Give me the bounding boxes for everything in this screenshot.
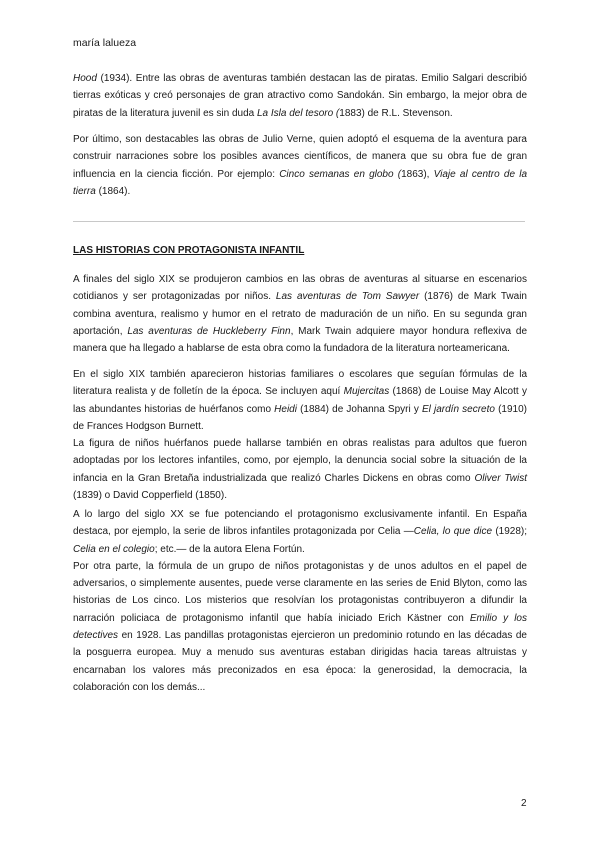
body-text: (1864). bbox=[95, 185, 131, 197]
paragraph-pirates bbox=[73, 70, 527, 122]
body-text: (1868) de Louise May Alcott y las abundantes historias de huérfanos como bbox=[73, 386, 527, 415]
italic-text: Hood bbox=[73, 73, 97, 84]
italic-text: Oliver Twist bbox=[474, 472, 527, 484]
italic-text: Emilio y los detectives bbox=[73, 612, 527, 642]
body-text: A finales del siglo XIX se produjeron cambios en las obras de aventuras al situarse en escenarios cotidianos y ser protagonizadas por niños. bbox=[73, 274, 527, 303]
italic-text: Las aventuras de Huckleberry Finn bbox=[127, 325, 291, 337]
horizontal-divider bbox=[73, 221, 525, 222]
italic-text: La Isla del tesoro ( bbox=[257, 107, 340, 119]
paragraph-tom-sawyer bbox=[73, 271, 527, 357]
italic-text: Viaje al centro de la tierra bbox=[73, 168, 528, 197]
body-text: , Mark Twain adquiere mayor hondura reflexiva de manera que ha llegado a hablarse de esta obra como la fundadora de la literatura norteamericana. bbox=[73, 325, 528, 355]
paragraph-julio-verne bbox=[73, 131, 527, 200]
body-text: A lo largo del siglo XX se fue potenciando el protagonismo exclusivamente infantil. En España destaca, por ejemplo, la serie de libros infantiles protagonizada por Celia — bbox=[73, 509, 527, 538]
body-text: en 1928. Las pandillas protagonistas ejercieron un predominio rotundo en las décadas de la posguerra europea. Muy a menudo sus aventuras estaban dirigidas hacia tareas altruistas y encarnaban los valores más preconizados en esa época: la generosidad, la democracia, la colaboración con los demás... bbox=[73, 630, 527, 693]
body-text: (1884) de Johanna Spyri y bbox=[296, 403, 422, 415]
body-text: La figura de niños huérfanos puede hallarse también en obras realistas para adultos que fueron adoptadas por los lectores infantiles, como, por ejemplo, la denuncia social sobre la situación de la infancia en la Gran Bretaña industrializada que realizó Charles Dickens en obras como bbox=[73, 438, 527, 484]
paragraph-twentieth-century bbox=[73, 506, 527, 696]
body-text: En el siglo XIX también aparecieron historias familiares o escolares que seguían fórmulas de la literatura realista y de folletín de la época. Se incluyen aquí bbox=[73, 369, 527, 398]
paragraph-dickens bbox=[73, 435, 527, 504]
paragraph-enid-blyton bbox=[73, 558, 527, 696]
italic-text: El jardín secreto bbox=[421, 403, 495, 415]
italic-text: Celia, lo que dice bbox=[413, 526, 493, 538]
italic-text: Celia en el colegio bbox=[73, 543, 155, 555]
body-text: 1883) de R.L. Stevenson. bbox=[339, 107, 453, 119]
italic-text: Cinco semanas en globo ( bbox=[279, 168, 402, 180]
italic-text: Heidi bbox=[274, 403, 297, 415]
italic-text: Las aventuras de Tom Sawyer bbox=[275, 291, 420, 303]
section-heading: LAS HISTORIAS CON PROTAGONISTA INFANTIL bbox=[73, 245, 305, 256]
body-text: ; etc.— de la autora Elena Fortún. bbox=[154, 543, 305, 555]
body-text: (1910) de Frances Hodgson Burnett. bbox=[73, 403, 528, 432]
page-header-author: maría lalueza bbox=[73, 37, 137, 49]
body-text: Por último, son destacables las obras de Julio Verne, quien adoptó el esquema de la aventura para construir narraciones sobre los posibles avances científicos, de manera que su obra fue de gran influencia en la ciencia ficción. Por ejemplo: bbox=[73, 134, 527, 180]
paragraph-family-stories bbox=[73, 366, 527, 504]
body-text: (1928); bbox=[492, 526, 528, 538]
italic-text: Mujercitas bbox=[343, 386, 390, 398]
page-number: 2 bbox=[521, 798, 527, 809]
body-text: (1934). Entre las obras de aventuras también destacan las de piratas. Emilio Salgari describió tierras exóticas y creó personajes de gran atractivo como Sandokán. Sin embargo, la mejor obra de piratas de la literatura juvenil es sin duda bbox=[73, 73, 527, 119]
body-text: 1863), bbox=[401, 168, 434, 180]
body-text: Por otra parte, la fórmula de un grupo de niños protagonistas y de unos adultos en el papel de adversarios, o simplemente ausentes, puede verse claramente en las series de Enid Blyton, como las historias de Los cinco. Los misterios que resolvían los protagonistas contribuyeron a difundir la narración policiaca de protagonismo infantil que había iniciado Erich Kästner con bbox=[73, 560, 527, 624]
body-text: (1876) de Mark Twain combina aventura, realismo y humor en el retrato de maduración de un niño. En su segunda gran aportación, bbox=[73, 291, 527, 337]
body-text: (1839) o David Copperfield (1850). bbox=[73, 490, 227, 502]
